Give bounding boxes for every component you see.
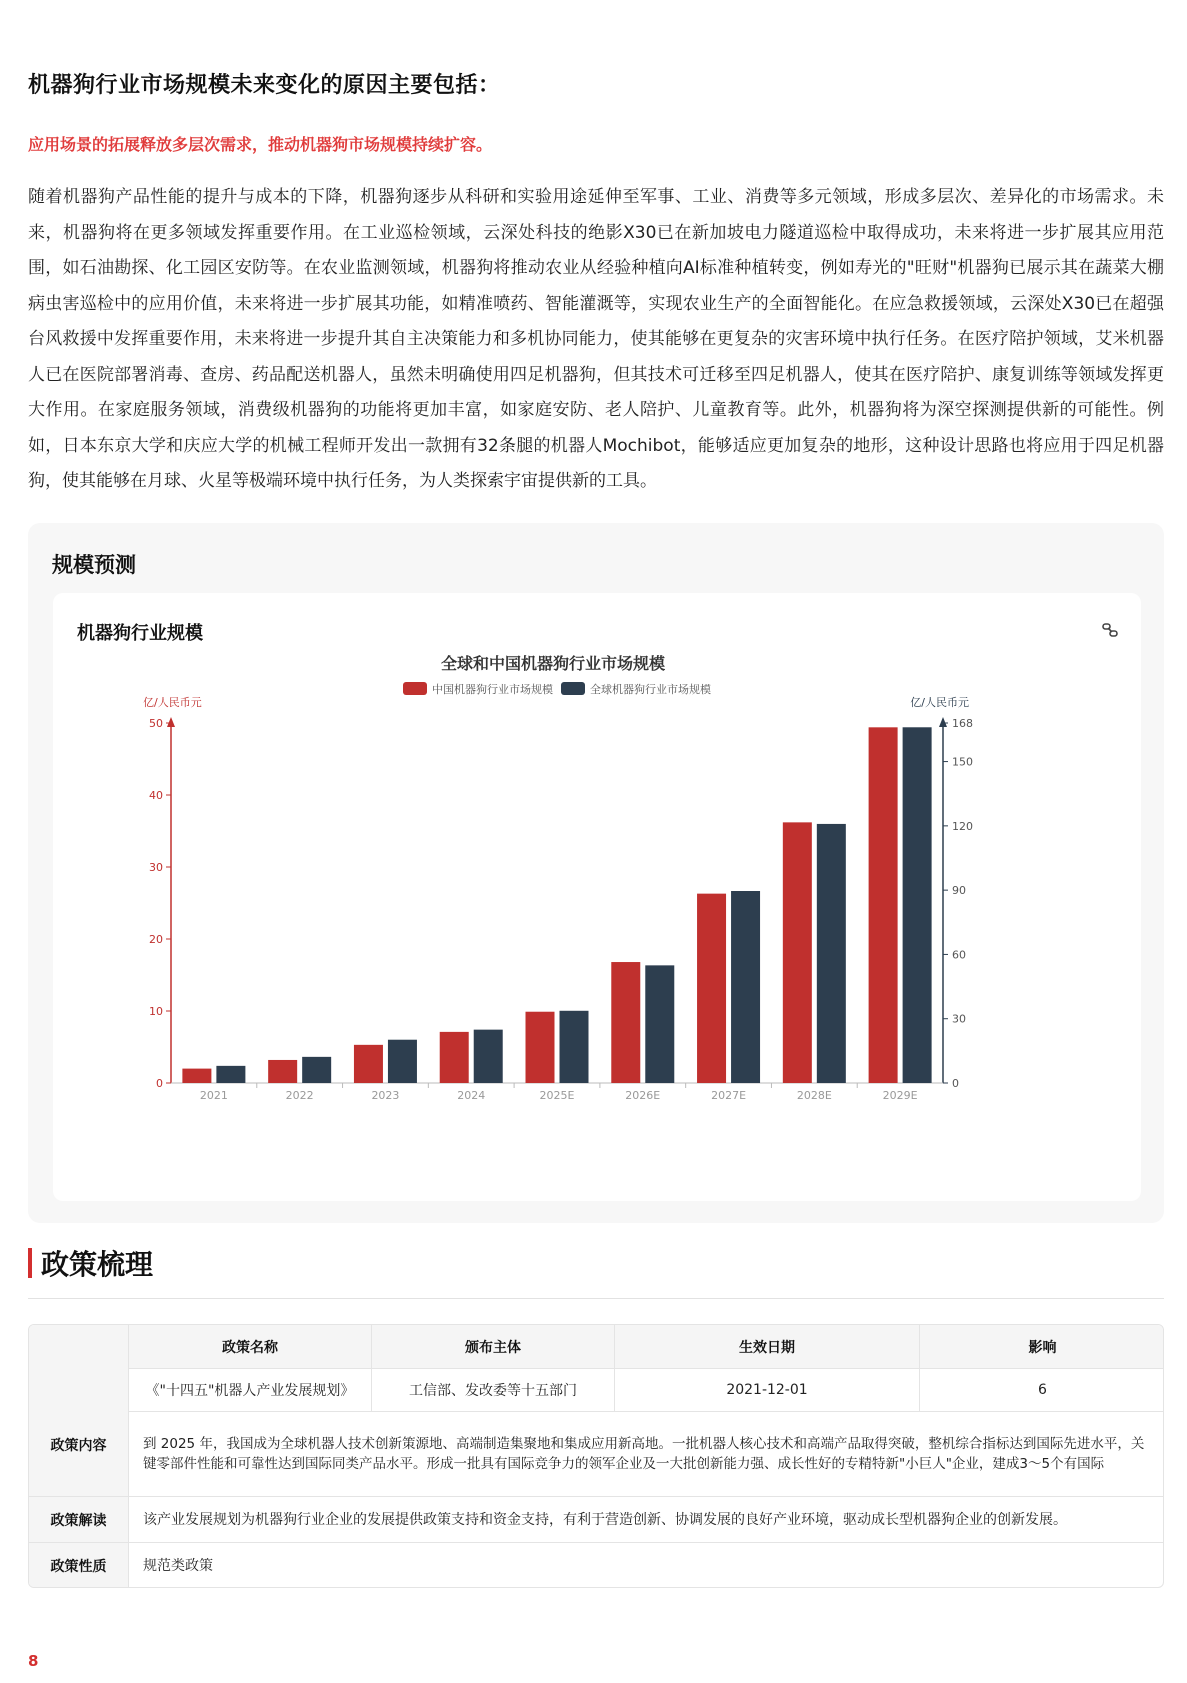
- y-left-tick-label: 40: [149, 789, 163, 802]
- bar-china: [869, 727, 898, 1083]
- policy-impact-value: 6: [920, 1369, 1164, 1412]
- bar-global: [216, 1066, 245, 1083]
- x-tick-label: 2024: [457, 1089, 486, 1102]
- y-left-axis-label: 亿/人民币元: [143, 696, 202, 709]
- subheading: 应用场景的拓展释放多层次需求，推动机器狗市场规模持续扩容。: [28, 135, 493, 154]
- y-right-tick-label: 30: [952, 1012, 966, 1026]
- forecast-section: [28, 523, 1164, 1223]
- x-tick-label: 2028E: [796, 1089, 832, 1102]
- chart-title: 全球和中国机器狗行业市场规模: [440, 654, 666, 673]
- bar-china: [611, 962, 640, 1083]
- y-right-axis-label: 亿/人民币元: [910, 696, 969, 709]
- chart-card-title: 机器狗行业规模: [77, 623, 203, 644]
- y-right-tick-label: 90: [952, 884, 966, 898]
- bar-global: [903, 727, 932, 1083]
- legend-label: 全球机器狗行业市场规模: [590, 683, 711, 696]
- policy-interpretation-text: 该产业发展规划为机器狗行业企业的发展提供政策支持和资金支持，有利于营造创新、协调发展的良好产业环境，驱动成长型机器狗企业的创新发展。: [129, 1497, 1164, 1543]
- y-right-tick-label: 168: [952, 717, 973, 730]
- header-effective-date: 生效日期: [615, 1325, 920, 1369]
- y-left-tick-label: 30: [149, 861, 163, 874]
- policy-interpretation-label: 政策解读: [29, 1497, 129, 1543]
- y-right-axis-arrow: [939, 717, 947, 727]
- x-tick-label: 2023: [371, 1089, 400, 1102]
- x-tick-label: 2027E: [711, 1089, 747, 1102]
- header-issuer: 颁布主体: [372, 1325, 615, 1369]
- bar-global: [302, 1057, 331, 1083]
- policy-issuer-value: 工信部、发改委等十五部门: [372, 1369, 615, 1412]
- y-right-tick-label: 120: [952, 819, 973, 833]
- page-heading: 机器狗行业市场规模未来变化的原因主要包括：: [28, 73, 501, 98]
- legend-label: 中国机器狗行业市场规模: [432, 683, 553, 696]
- bar-global: [731, 891, 760, 1083]
- y-left-axis-arrow: [167, 717, 175, 727]
- y-right-tick-label: 0: [952, 1077, 959, 1090]
- chart-card: [53, 593, 1141, 1201]
- bar-global: [474, 1030, 503, 1083]
- bar-china: [697, 894, 726, 1083]
- bar-china: [268, 1060, 297, 1083]
- policy-heading: [28, 1248, 154, 1281]
- policy-table: [28, 1324, 1164, 1588]
- legend-swatch: [561, 682, 585, 695]
- policy-date-value: 2021-12-01: [615, 1369, 920, 1412]
- header-impact: 影响: [920, 1325, 1164, 1369]
- header-policy-name: 政策名称: [129, 1325, 372, 1369]
- policy-nature-label: 政策性质: [29, 1543, 129, 1588]
- policy-name-value: 《"十四五"机器人产业发展规划》: [129, 1369, 372, 1412]
- y-right-tick-label: 60: [952, 948, 966, 962]
- divider: [28, 1298, 1164, 1299]
- bar-china: [783, 822, 812, 1083]
- bar-global: [388, 1040, 417, 1083]
- x-tick-label: 2026E: [625, 1089, 661, 1102]
- y-left-tick-label: 10: [149, 1005, 163, 1018]
- policy-heading-bar: [28, 1248, 32, 1278]
- bar-global: [817, 824, 846, 1083]
- x-tick-label: 2029E: [882, 1089, 918, 1102]
- x-tick-label: 2022: [285, 1089, 314, 1102]
- y-right-tick-label: 150: [952, 755, 973, 769]
- bar-global: [560, 1011, 589, 1083]
- x-tick-label: 2025E: [539, 1089, 575, 1102]
- forecast-title: 规模预测: [52, 553, 136, 577]
- bar-china: [182, 1069, 211, 1083]
- x-tick-label: 2021: [199, 1089, 228, 1102]
- policy-nature-text: 规范类政策: [143, 1558, 213, 1574]
- bar-china: [440, 1032, 469, 1083]
- policy-content-label: 政策内容: [29, 1325, 129, 1497]
- policy-title: 政策梳理: [41, 1248, 154, 1281]
- y-left-tick-label: 20: [149, 933, 163, 946]
- y-left-tick-label: 50: [149, 717, 163, 730]
- bar-chart: [53, 593, 1141, 1201]
- bar-china: [526, 1012, 555, 1083]
- bar-china: [354, 1045, 383, 1083]
- bar-global: [645, 965, 674, 1083]
- y-left-tick-label: 0: [156, 1077, 163, 1090]
- legend-swatch: [403, 682, 427, 695]
- body-paragraph: 随着机器狗产品性能的提升与成本的下降，机器狗逐步从科研和实验用途延伸至军事、工业、消费等多元领域，形成多层次、差异化的市场需求。未来，机器狗将在更多领域发挥重要作用。在工业巡检领域，云深处科技的绝影X30已在新加坡电力隧道巡检中取得成功，未来将进一步扩展其应用范围，如石油勘探、化工园区安防等。在农业监测领域，机器狗将推动农业从经验种植向AI标准种植转变，例如寿光的"旺财"机器狗已展示其在蔬菜大棚病虫害巡检中的应用价值，未来将进一步扩展其功能，如精准喷药、智能灌溉等，实现农业生产的全面智能化。在应急救援领域，云深处X30已在超强台风救援中发挥重要作用，未来将进一步提升其自主决策能力和多机协同能力，使其能够在更复杂的灾害环境中执行任务。在医疗陪护领域，艾米机器人已在医院部署消毒、查房、药品配送机器人，虽然未明确使用四足机器狗，但其技术可迁移至四足机器人，使其在医疗陪护、康复训练等领域发挥更大作用。在家庭服务领域，消费级机器狗的功能将更加丰富，如家庭安防、老人陪护、儿童教育等。此外，机器狗将为深空探测提供新的可能性。例如，日本东京大学和庆应大学的机械工程师开发出一款拥有32条腿的机器人Mochibot，能够适应更加复杂的地形，这种设计思路也将应用于四足机器狗，使其能够在月球、火星等极端环境中执行任务，为人类探索宇宙提供新的工具。: [28, 187, 1164, 491]
- policy-content-text: 到 2025 年，我国成为全球机器人技术创新策源地、高端制造集聚地和集成应用新高地。一批机器人核心技术和高端产品取得突破，整机综合指标达到国际先进水平，关键零部件性能和可靠性达到国际同类产品水平。形成一批具有国际竞争力的领军企业及一大批创新能力强、成长性好的专精特新"小巨人"企业，建成3～5个有国际: [129, 1412, 1164, 1497]
- page-number: 8: [28, 1652, 39, 1670]
